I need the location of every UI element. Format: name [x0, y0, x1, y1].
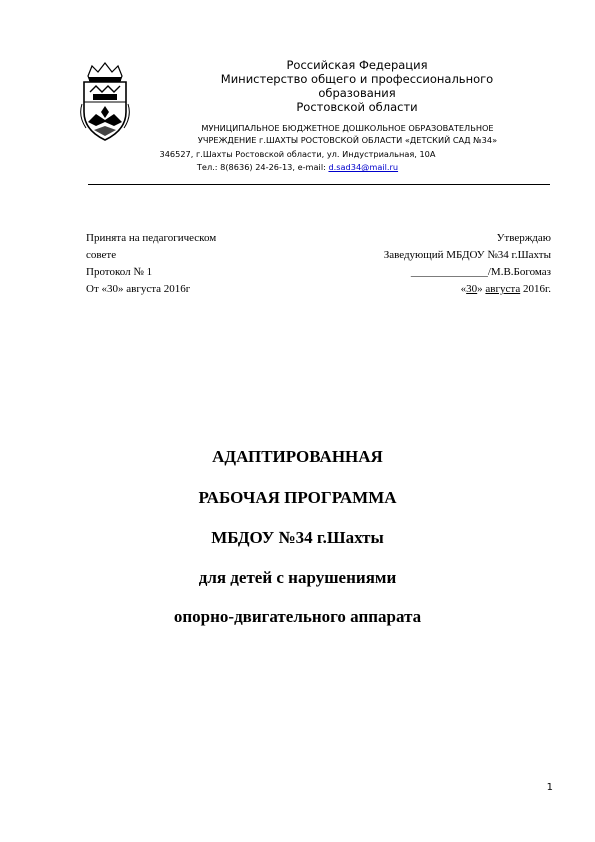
title-program: РАБОЧАЯ ПРОГРАММА [198, 488, 397, 507]
date-close-quote: » [477, 283, 486, 295]
right-head: Заведующий МБДОУ №34 г.Шахты [383, 249, 551, 261]
right-approve: Утверждаю [496, 232, 551, 244]
page-number: 1 [546, 782, 553, 793]
header-phone: Тел.: 8(8636) 24-26-13, e-mail: [196, 162, 329, 172]
signer-name: /М.В.Богомаз [487, 266, 551, 278]
date-day: 30 [466, 283, 478, 295]
left-accepted: Принята на педагогическом [86, 232, 217, 244]
title-for-children: для детей с нарушениями [198, 568, 397, 587]
header-contacts [0, 162, 595, 173]
date-open-quote: « [460, 283, 467, 295]
email-link[interactable]: d.sad34@mail.ru [328, 162, 399, 172]
title-institution: МБДОУ №34 г.Шахты [211, 528, 384, 547]
right-signature [301, 264, 551, 281]
left-protocol: Протокол № 1 [86, 266, 153, 278]
header-ministry-cont: образования [318, 86, 396, 100]
header-separator [88, 184, 550, 185]
date-year: 2016г. [520, 283, 551, 295]
header-country: Российская Федерация [286, 58, 428, 72]
left-council: совете [86, 249, 117, 261]
right-date [301, 281, 551, 298]
signature-line: ______________ [410, 266, 488, 278]
approval-left-block [86, 230, 306, 298]
date-month: августа [485, 283, 521, 295]
approval-right-block [301, 230, 551, 298]
header-institution-1: МУНИЦИПАЛЬНОЕ БЮДЖЕТНОЕ ДОШКОЛЬНОЕ ОБРАЗОВАТЕЛЬНОЕ [201, 123, 494, 133]
header-ministry: Министерство общего и профессионального [220, 72, 494, 86]
title-disorder: опорно-двигательного аппарата [173, 607, 422, 626]
header-region: Ростовской области [296, 100, 418, 114]
header-institution-2: УЧРЕЖДЕНИЕ г.ШАХТЫ РОСТОВСКОЙ ОБЛАСТИ «ДЕТСКИЙ САД №34» [197, 135, 498, 145]
left-date: От «30» августа 2016г [86, 283, 191, 295]
header-address: 346527, г.Шахты Ростовской области, ул. Индустриальная, 10А [159, 149, 436, 159]
title-adapted: АДАПТИРОВАННАЯ [212, 447, 383, 466]
